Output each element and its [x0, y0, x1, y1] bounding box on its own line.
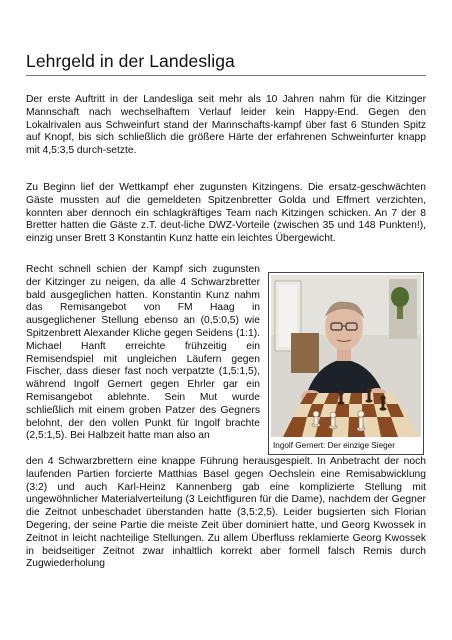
- photo-caption: Ingolf Gernert: Der einzige Sieger: [273, 441, 395, 450]
- paragraph-beginning: Zu Beginn lief der Wettkampf eher zugunsten Kitzingens. Die ersatz-geschwächten Gäste mussten auf die gemeldeten Spitzenbretter Golda und Effmert verzichten, konnten aber dennoch ein schlagkräftiges Team nach Kitzingen schicken. An 7 der 8 Bretter hatten die Gäste z.T. deut-liche DWZ-Vorteile (zwischen 35 und 148 Punkten!), einzig unser Brett 3 Konstantin Kunz hatte ein leichtes Übergewicht.: [26, 182, 426, 245]
- photo-figure: [268, 272, 424, 455]
- paragraph-match-report-wrapped: Recht schnell schien der Kampf sich zugunsten der Kitzinger zu neigen, da alle 4 Schwarzbretter bald ausgeglichen hatten. Konstantin Kunz nahm das Remisangebot von FM Haag in ausgeglichener Stellung ebenso an (0,5:0,5) wie Spitzenbrett Alexander Kliche gegen Seidens (1:1). Michael Hanft erreichte frühzeitig ein Remisendspiel mit ungleichen Läufern gegen Fischer, dass dieser fast noch verpatzte (1,5:1,5), während Ingolf Gernert gegen Ehrler gar ein Remisangebot ablehnte. Sein Mut wurde schließlich mit einem groben Patzer des Gegners belohnt, der den vollen Punkt für Ingolf brachte (2,5:1,5). Bei Halbzeit hatte man also an: [26, 264, 260, 442]
- chess-player-photo-icon: [271, 275, 421, 437]
- paragraph-match-report-continued: den 4 Schwarzbrettern eine knappe Führung herausgespielt. In Anbetracht der noch laufenden Partien forcierte Matthias Basel gegen Oechslein eine Remisabwicklung (3:2) und auch Karl-Heinz Kannenberg gab eine komplizierte Stellung mit ungewöhnlicher Materialverteilung (3 Leichtfiguren für die Dame), nachdem der Gegner die Zeitnot unbeschadet überstanden hatte (3,5:2,5). Leider bugsierten sich Florian Degering, der seine Partie die meiste Zeit über dominiert hatte, und Georg Kwossek in Zeitnot in leicht nachteilige Stellungen. Zu allem Überfluss reklamierte Georg Kwossek in beidseitiger Zeitnot zwar inhaltlich korrekt aber formell falsch Remis durch Zugwiederholung: [26, 456, 426, 570]
- page-title: Lehrgeld in der Landesliga: [26, 51, 235, 71]
- title-divider: [26, 75, 426, 76]
- paragraph-intro: Der erste Auftritt in der Landesliga seit mehr als 10 Jahren nahm für die Kitzinger Mannschaft nach wechselhaftem Verlauf leider kein Happy-End. Gegen den Lokalrivalen aus Schweinfurt stand der Mannschafts-kampf über fast 6 Stunden Spitz auf Knopf, bis sich schließlich die größere Härte der erfahrenen Schweinfurter knapp mit 4,5:3,5 durch-setzte.: [26, 94, 426, 157]
